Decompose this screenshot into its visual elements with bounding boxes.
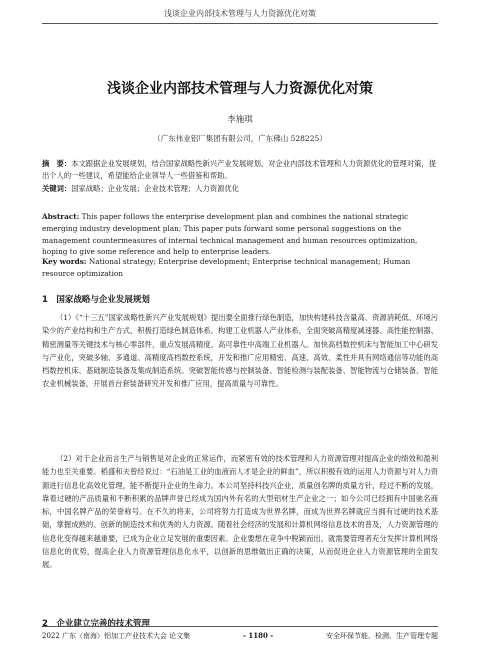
abstract-cn-label: 摘 要： bbox=[42, 159, 72, 168]
keywords-en-label: Key words: bbox=[42, 257, 87, 266]
keywords-cn-label: 关键词： bbox=[42, 184, 72, 193]
section-1-paragraph-1: （1）《“十三五”国家战略性新兴产业发展规划》提出要全面推行绿色制造，加快构建科技含量高、资源消耗低、环境污染少的产业结构和生产方式，积极打造绿色制造体系。构建工业机器人产业体系，全面突破高精度减速器、高性能控制器、精密测量等关键技术与核心零部件，重点发展高精度、高可靠性中高端工业机器人。加快高档数控机床与智能加工中心研发与产业化，突破多轴、多通道、高精度高档数控系统，开发和推广应用精密、高速、高效、柔性并具有网络通信等功能的高档数控机床、基础制造装备及集成制造系统。突破智能传感与控制装备、智能检测与装配装备、智能物流与仓储装备、智能农业机械装备，开展首台套装备研究开发和推广应用，提高质量与可靠性。 bbox=[42, 313, 438, 389]
footer-rule bbox=[42, 626, 438, 627]
keywords-cn bbox=[42, 183, 438, 195]
header-rule bbox=[42, 23, 438, 24]
author-name: 李施琪 bbox=[227, 115, 253, 125]
section-1-heading: 1 国家战略与企业发展规划 bbox=[42, 295, 150, 305]
keywords-cn-text: 国家战略；企业发展；企业技术管理；人力资源优化 bbox=[71, 184, 240, 193]
section-2-heading: 2 企业建立完善的技术管理 bbox=[42, 619, 150, 629]
abstract-en-text: This paper follows the enterprise development plan and combines the national strategic emerging industry development plan; This paper puts forward some personal suggestions on the management countermeasures of internal technical management and human resources optimization, hoping to give some reference and help to enterprise leaders. bbox=[42, 212, 418, 257]
author-affiliation: （广东伟业铝厂集团有限公司，广东佛山 528225） bbox=[153, 134, 327, 143]
abstract-en bbox=[42, 211, 438, 258]
abstract-cn bbox=[42, 158, 438, 182]
paper-title: 浅谈企业内部技术管理与人力资源优化对策 bbox=[107, 81, 373, 97]
keywords-en bbox=[42, 256, 438, 280]
abstract-cn-text: 本文跟据企业发展规划，结合国家战略性新兴产业发展规划，对企业内部技术管理和人力资源优化的管理对策，提出个人的一些建议，希望能给企业领导人一些借鉴和帮助。 bbox=[42, 159, 437, 181]
page-footer bbox=[42, 631, 438, 641]
abstract-en-label: Abstract: bbox=[42, 212, 80, 221]
running-head: 浅谈企业内部技术管理与人力资源优化对策 bbox=[164, 9, 316, 18]
footer-topic: 安全环保节能、检测、生产管理专题 bbox=[326, 632, 438, 640]
page-number: - 1180 - bbox=[243, 631, 274, 640]
footer-proceedings: 2022 广东（南海）铝加工产业技术大会 论文集 bbox=[42, 632, 191, 640]
section-1-paragraph-2: （2）对于企业而言生产与销售是对企业的正常运作，而紧密有效的技术管理和人力资源管理对提高企业的绩效和盈利能力也至关重要。稻盛和夫曾经说过：“石油是工业的血液而人才是企业的鲜血”，所以积极有效的运用人力资源与对人力资源进行信息化高效化管理，能不断提升企业的生命力。本公司坚持科技兴企业，质量创名牌的质量方针，经过不断的发展，靠着过硬的产品质量和不断积累的品牌声誉已经成为国内外有名的大型铝材生产企业之一；如今公司已经拥有中国驰名商标，中国名牌产品的荣誉称号。在不久的将来，公司将努力打造成为世界名牌，而成为世界名牌就应当拥有过硬的技术基础，掌握成熟的、创新的制造技术和优秀的人力资源。随着社会经济的发展和计算机网络信息技术的普及，人力资源管理的信息化变得越来越重要，已成为企业立足发展的重要因素。企业要想在竞争中脱颖而出，就需要管理者充分发挥计算机网络信息化的优势，提高企业人力资源管理信息化水平，以创新的思维做出正确的决策，从而促进企业人力资源管理的全面发展。 bbox=[42, 454, 438, 570]
keywords-en-text: National strategy; Enterprise development; Enterprise technical management; Human resource optimization bbox=[42, 257, 411, 279]
